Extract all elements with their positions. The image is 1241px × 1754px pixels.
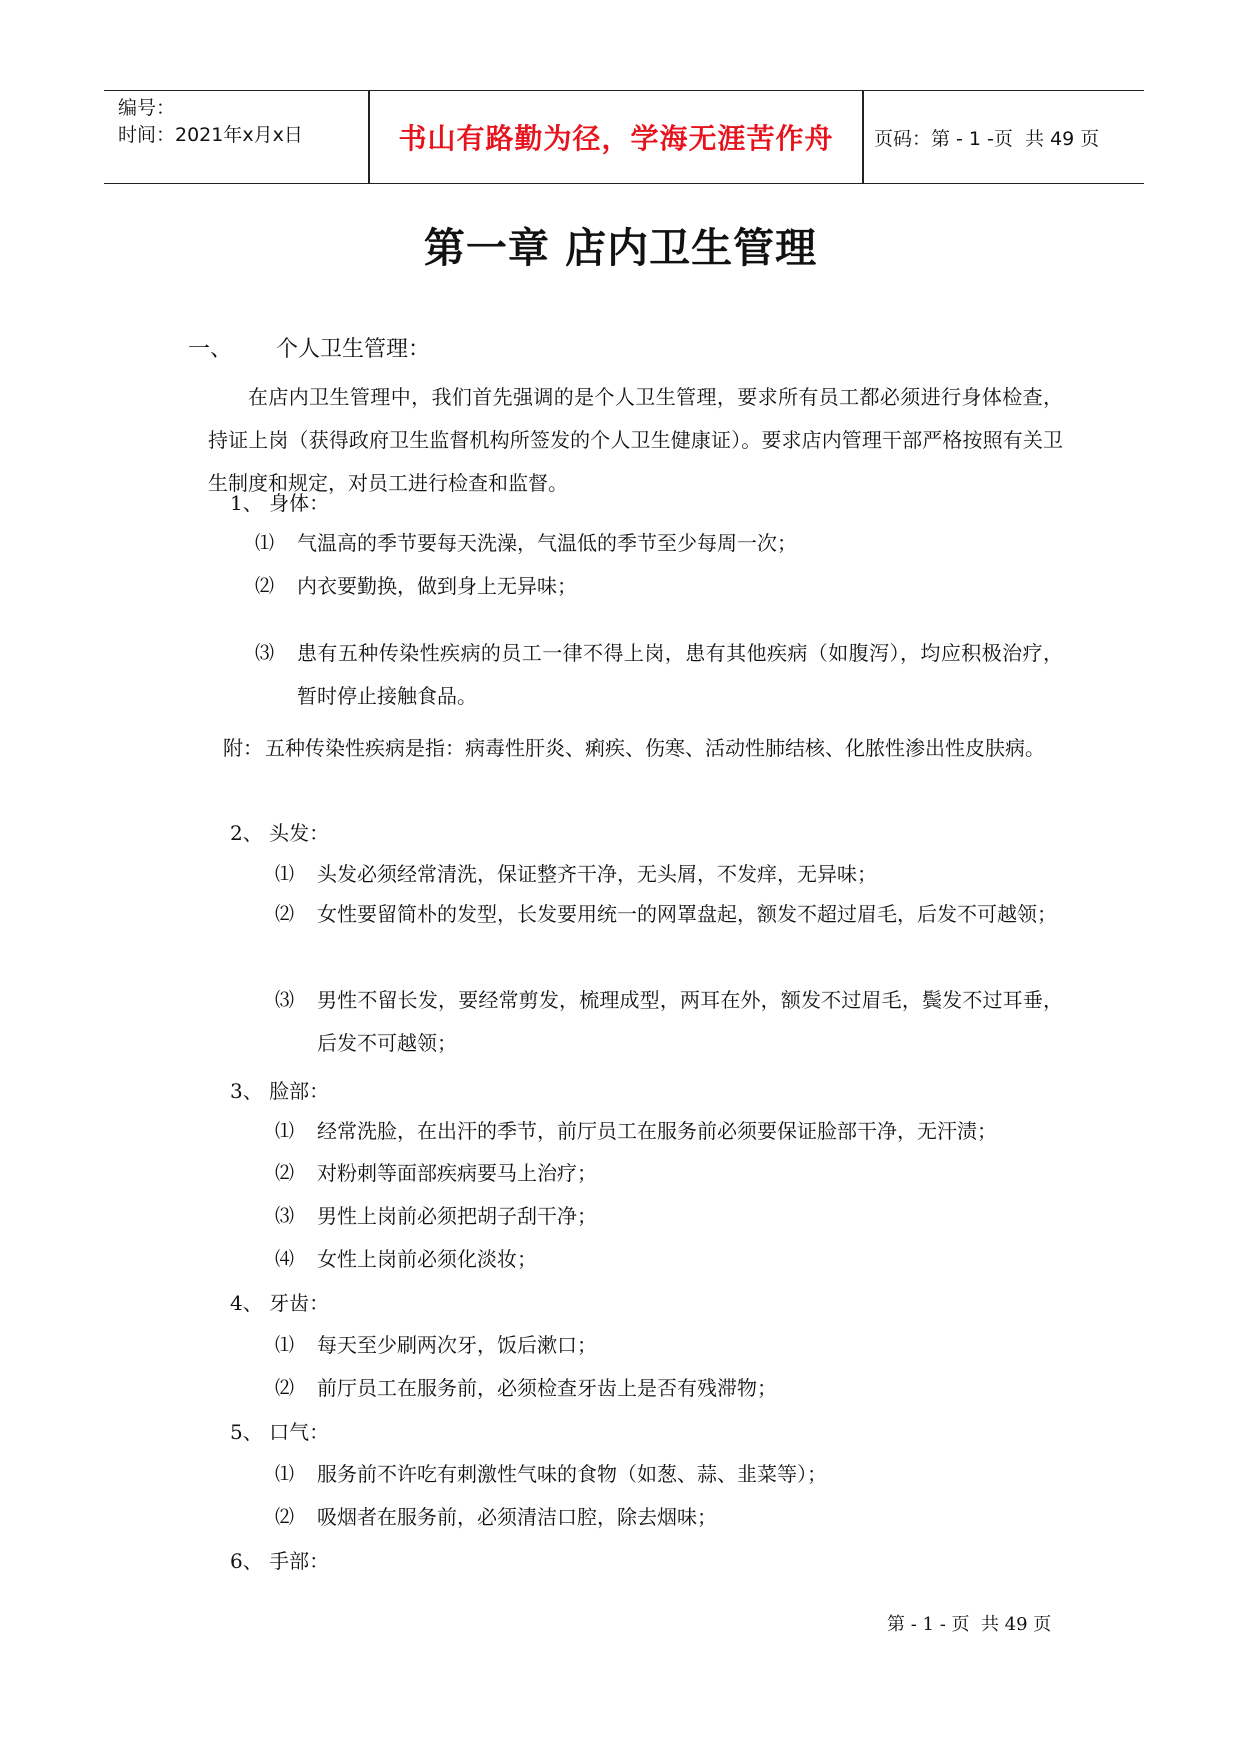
subsection-hand-title: 6、 手部： [230, 1549, 330, 1573]
subsection-hair-title: 2、 头发： [230, 821, 330, 845]
item-text: 头发必须经常清洗，保证整齐干净，无头屑，不发痒，无异味； [317, 862, 877, 886]
item-text: 女性上岗前必须化淡妆； [317, 1247, 537, 1271]
header-meta [118, 95, 358, 149]
item-marker: ⑶ [275, 1205, 295, 1227]
subsection-face-title: 3、 脸部： [230, 1079, 330, 1103]
item-marker: ⑷ [275, 1248, 295, 1270]
list-item [275, 853, 1063, 896]
item-text: 吸烟者在服务前，必须清洁口腔，除去烟味； [317, 1505, 717, 1529]
item-marker: ⑴ [275, 863, 295, 885]
time-label: 时间：2021年x月x日 [118, 124, 303, 146]
list-item [255, 522, 1063, 565]
list-item [255, 565, 1063, 608]
chapter-title: 第一章 店内卫生管理 [423, 224, 818, 272]
item-marker: ⑵ [275, 1506, 295, 1528]
item-text: 每天至少刷两次牙，饭后漱口； [317, 1333, 597, 1357]
subsection-breath-title: 5、 口气： [230, 1420, 330, 1444]
item-text: 男性上岗前必须把胡子刮干净； [317, 1204, 597, 1228]
list-item [275, 1367, 1063, 1410]
list-item [255, 632, 1063, 718]
item-marker: ⑶ [275, 989, 295, 1011]
item-text: 对粉刺等面部疾病要马上治疗； [317, 1161, 597, 1185]
note-text: 五种传染性疾病是指：病毒性肝炎、痢疾、伤寒、活动性肺结核、化脓性渗出性皮肤病。 [265, 736, 1045, 760]
list-item [275, 893, 1063, 936]
item-marker: ⑵ [275, 1162, 295, 1184]
note [223, 727, 1063, 770]
subsection-teeth-title: 4、 牙齿： [230, 1291, 330, 1315]
document-header [104, 90, 1144, 184]
section-heading [188, 332, 430, 363]
item-marker: ⑴ [275, 1120, 295, 1142]
item-text: 女性要留简朴的发型，长发要用统一的网罩盘起，额发不超过眉毛，后发不可越领； [317, 902, 1057, 926]
item-text: 内衣要勤换，做到身上无异味； [297, 574, 577, 598]
page-footer: 第 - 1 - 页 共 49 页 [887, 1614, 1052, 1635]
item-marker: ⑴ [255, 532, 275, 554]
item-marker: ⑵ [275, 1377, 295, 1399]
list-item [275, 1496, 1063, 1539]
subsection-body-title: 1、 身体： [230, 491, 330, 515]
item-marker: ⑵ [255, 575, 275, 597]
header-page-info: 页码：第 - 1 -页 共 49 页 [874, 127, 1100, 150]
item-marker: ⑵ [275, 903, 295, 925]
list-item [275, 1195, 1063, 1238]
item-marker: ⑴ [275, 1334, 295, 1356]
note-marker: 附： [223, 736, 263, 760]
item-marker: ⑶ [255, 642, 275, 664]
item-text: 经常洗脸，在出汗的季节，前厅员工在服务前必须要保证脸部干净，无汗渍； [317, 1119, 997, 1143]
header-divider [862, 91, 864, 183]
list-item [275, 1238, 1063, 1281]
item-text: 患有五种传染性疾病的员工一律不得上岗，患有其他疾病（如腹泻），均应积极治疗，暂时停止接触食品。 [297, 641, 1063, 708]
section-number: 一、 [188, 337, 233, 362]
list-item [275, 1110, 1065, 1153]
item-text: 服务前不许吃有刺激性气味的食物（如葱、蒜、韭菜等）； [317, 1462, 827, 1486]
section-title: 个人卫生管理： [276, 337, 431, 362]
number-label: 编号： [118, 97, 176, 119]
item-marker: ⑴ [275, 1463, 295, 1485]
list-item [275, 1152, 1063, 1195]
list-item [275, 1453, 1063, 1496]
item-text: 前厅员工在服务前，必须检查牙齿上是否有残滞物； [317, 1376, 777, 1400]
item-text: 男性不留长发，要经常剪发，梳理成型，两耳在外，额发不过眉毛，鬓发不过耳垂，后发不可越领； [317, 988, 1063, 1055]
list-item [275, 1324, 1063, 1367]
list-item [275, 979, 1063, 1065]
intro-paragraph: 在店内卫生管理中，我们首先强调的是个人卫生管理，要求所有员工都必须进行身体检查，持证上岗（获得政府卫生监督机构所签发的个人卫生健康证）。要求店内管理干部严格按照有关卫生制度和规定，对员工进行检查和监督。 [208, 385, 1063, 495]
item-text: 气温高的季节要每天洗澡，气温低的季节至少每周一次； [297, 531, 797, 555]
header-motto: 书山有路勤为径，学海无涯苦作舟 [398, 122, 834, 155]
